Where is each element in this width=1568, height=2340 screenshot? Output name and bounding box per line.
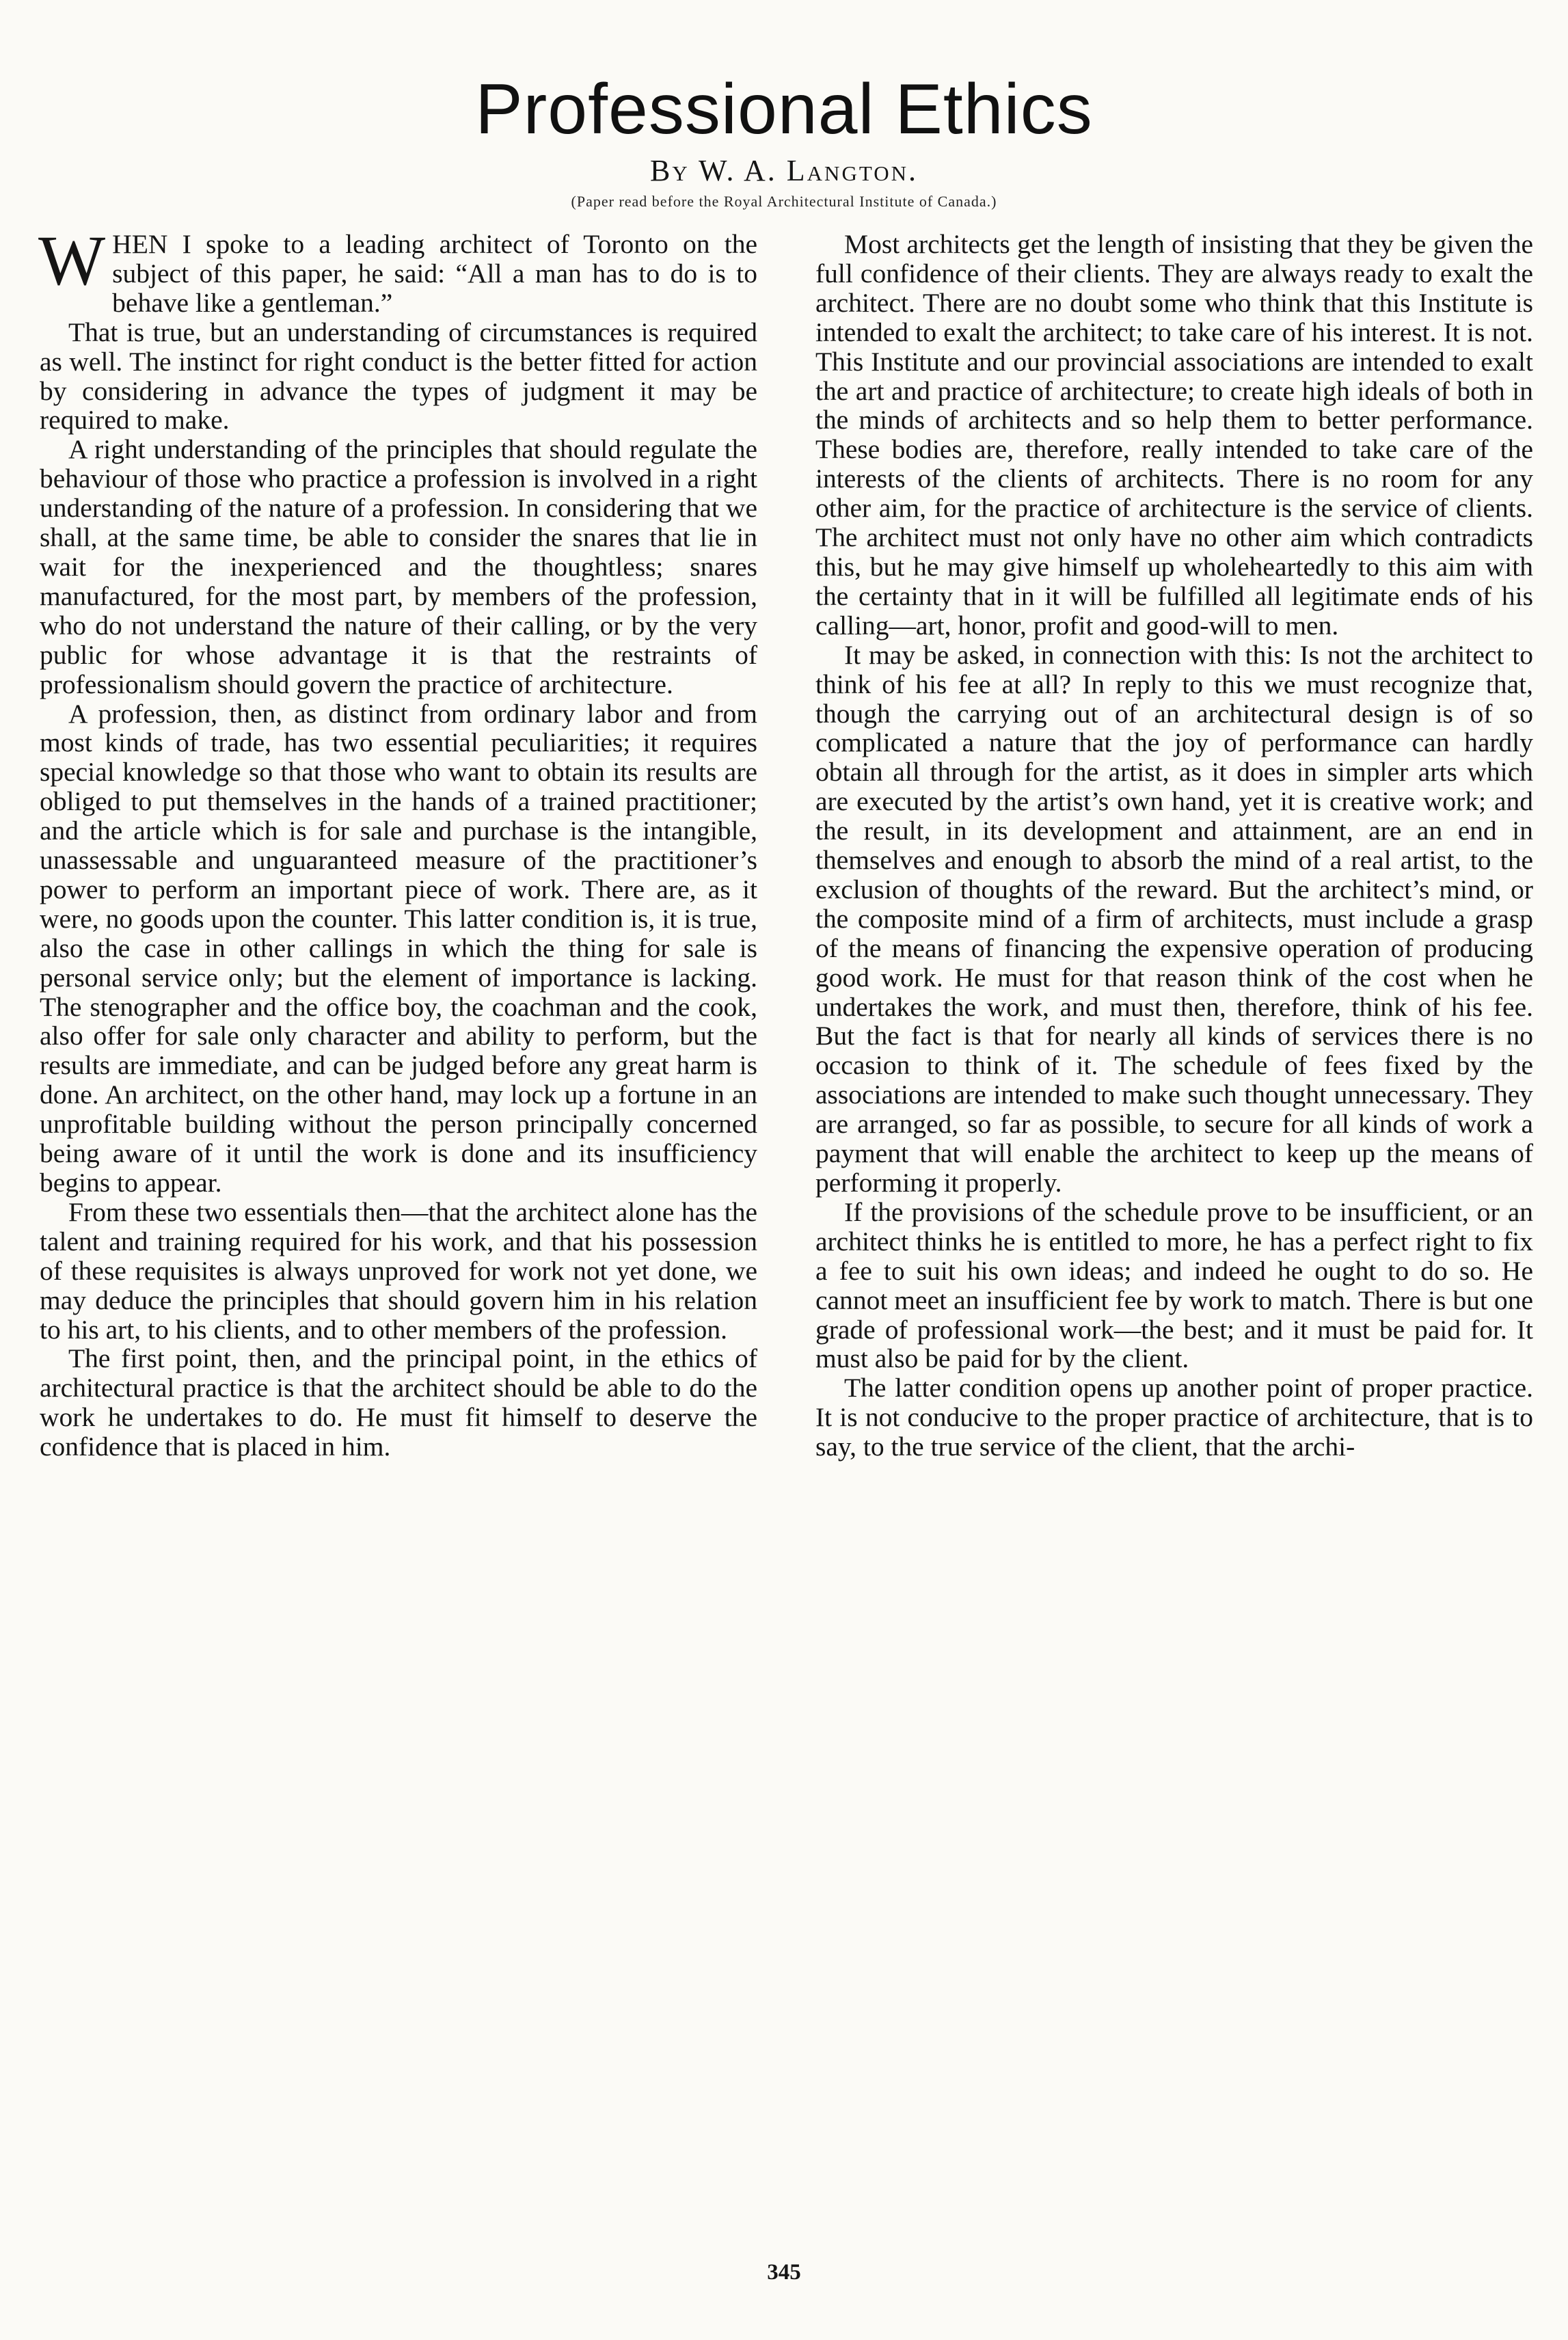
body-paragraph: The first point, then, and the principal point, in the ethics of architectural practice is that the architect should be able to do the work he undertakes to do. He must fit himself to deserve the confidence that is placed in him. [40,1343,757,1462]
left-column [38,221,757,1462]
body-paragraph: A right understanding of the principles that should regulate the behaviour of those who practice a profession is involved in a right understanding of the nature of a profession. In considering that we shall, at the same time, be able to consider the snares that lie in wait for the inexperienced and the thoughtless; snares manufactured, for the most part, by members of the profession, who do not understand the nature of their calling, or by the very public for whose advantage it is that the restraints of professionalism should govern the practice of architecture. [40,434,757,699]
body-paragraph: If the provisions of the schedule prove to be insufficient, or an architect thinks he is entitled to more, he has a perfect right to fix a fee to suit his own ideas; and indeed he ought to do so. He cannot meet an insufficient fee by work to match. There is but one grade of professional work—the best; and it must be paid for. It must also be paid for by the client. [815,1196,1533,1374]
drop-cap: W [38,221,106,300]
page-number: 345 [767,2260,801,2285]
body-paragraph: The latter condition opens up another point of proper practice. It is not conducive to the proper practice of architecture, that is to say, to the true service of the client, that the archi- [815,1373,1533,1462]
body-paragraph: It may be asked, in connection with this: Is not the architect to think of his fee at all? In reply to this we must recognize that, though the carrying out of an architectural design is of so complicated a nature that the joy of performance can hardly obtain all through for the artist, as it does in simpler arts which are executed by the artist’s own hand, yet it is creative work; and the result, in its development and attainment, are an end in themselves and enough to absorb the mind of a real artist, to the exclusion of thoughts of the reward. But the architect’s mind, or the composite mind of a firm of architects, must include a grasp of the means of financing the expensive operation of producing good work. He must for that reason think of the cost when he undertakes the work, and must then, therefore, think of his fee. But the fact is that for nearly all kinds of services there is no occasion to think of it. The schedule of fees fixed by the associations are intended to make such thought unnecessary. They are arranged, so far as possible, to secure for all kinds of work a payment that will enable the architect to keep up the means of performing it properly. [815,639,1533,1198]
body-paragraph: A profession, then, as distinct from ordinary labor and from most kinds of trade, has two essential peculiarities; it requires special knowledge so that those who want to obtain its results are obliged to put themselves in the hands of a trained practitioner; and the article which is for sale and purchase is the intangible, unassessable and unguaranteed measure of the practitioner’s power to perform an important piece of work. There are, as it were, no goods upon the counter. This latter condition is, it is true, also the case in other callings in which the thing for sale is personal service only; but the element of importance is lacking. The stenographer and the office boy, the coachman and the cook, also offer for sale only character and ability to perform, but the results are immediate, and can be judged before any great harm is done. An architect, on the other hand, may lock up a fortune in an unprofitable building without the person principally concerned being aware of it until the work is done and its insufficiency begins to appear. [40,698,757,1198]
right-column [815,230,1533,1462]
opening-paragraph [38,221,757,318]
body-paragraph: From these two essentials then—that the architect alone has the talent and training required for his work, and that his possession of these requisites is always unproved for work not yet done, we may deduce the principles that should govern him in his relation to his art, to his clients, and to other members of the profession. [40,1196,757,1345]
paper-note: (Paper read before the Royal Architectural Institute of Canada.) [571,193,997,210]
body-paragraph: Most architects get the length of insisting that they be given the full confidence of their clients. They are always ready to exalt the architect. There are no doubt some who think that this Institute is intended to exalt the architect; to take care of his interest. It is not. This Institute and our provincial associations are intended to exalt the art and practice of architecture; to create high ideals of both in the minds of architects and so help them to better performance. These bodies are, therefore, really intended to take care of the interests of the clients of architects. There is no room for any other aim, for the practice of architecture is the service of clients. The architect must not only have no other aim which contradicts this, but he may give himself up wholeheartedly to this aim with the certainty that in it will be fulfilled all legitimate ends of his calling—art, honor, profit and good-will to men. [815,229,1533,641]
opening-text: I spoke to a leading architect of Toronto on the subject of this paper, he said: “All a man has to do is to behave like a gentleman.” [112,229,757,318]
body-paragraph: That is true, but an understanding of circumstances is required as well. The instinct for right conduct is the better fitted for action by considering in advance the types of judgment it may be required to make. [40,317,757,435]
byline: By W. A. Langton. [650,154,918,187]
lead-caps: HEN [112,229,168,259]
article-title: Professional Ethics [475,70,1093,149]
